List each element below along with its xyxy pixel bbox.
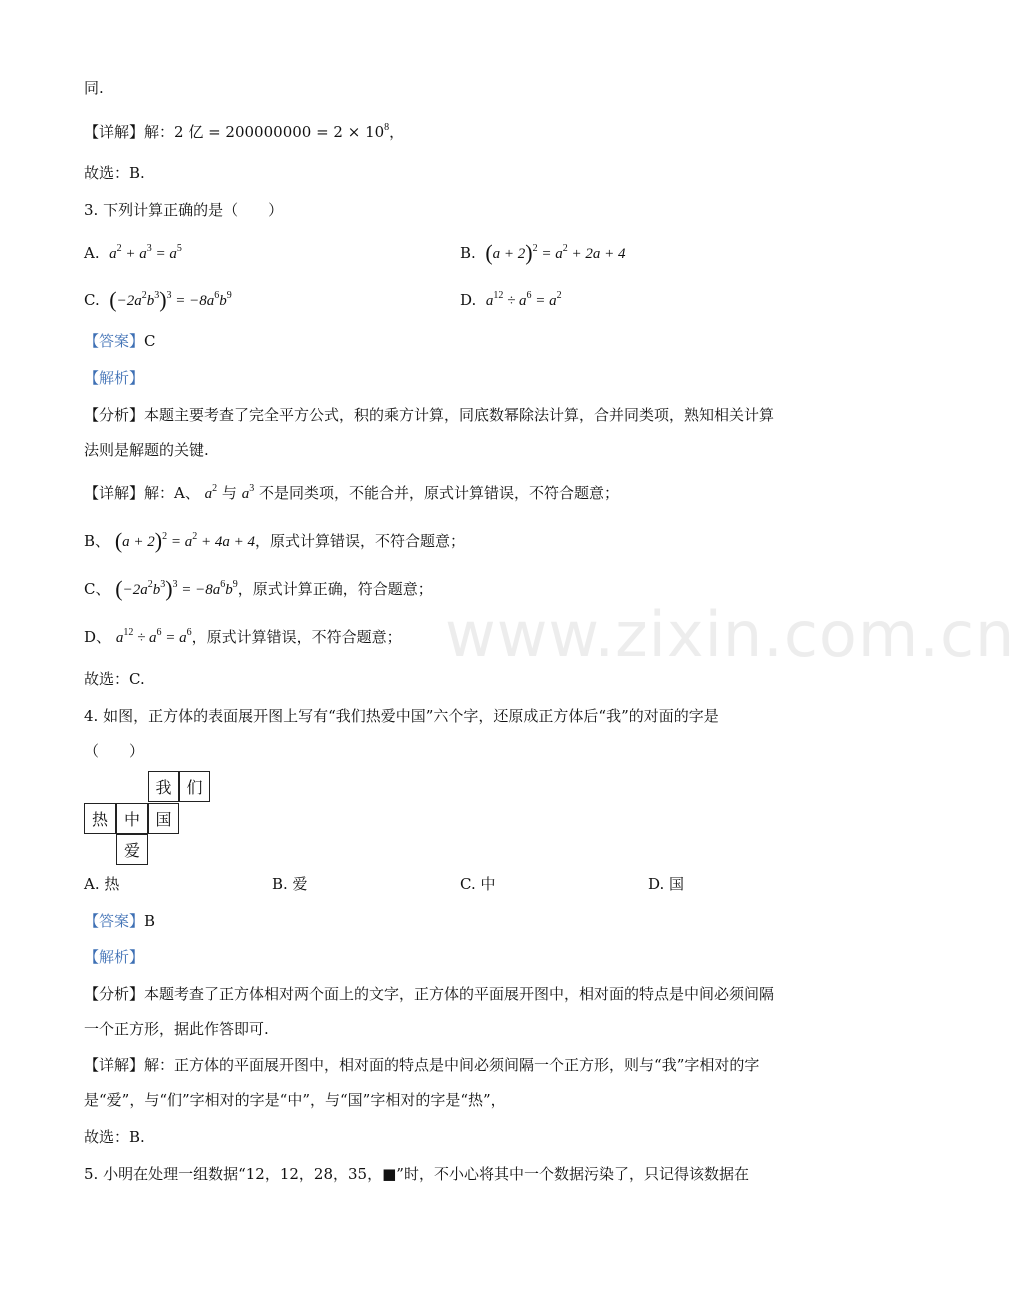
question-3: 3. 下列计算正确的是（ ） <box>84 201 284 219</box>
q4-option-a: A. 热 <box>84 875 120 893</box>
math-expression: $(a + 2)^2 = a^2 + 4a + 4$ <box>114 528 255 553</box>
answer-line <box>84 910 155 932</box>
q4-option-c: C. 中 <box>460 875 496 893</box>
detail-line-c <box>84 578 433 601</box>
q3-option-b <box>460 242 626 265</box>
detail-text: ，原式计算错误，不符合题意； <box>191 628 402 646</box>
q4-option-d: D. 国 <box>648 875 685 893</box>
detail-text: ，原式计算正确，符合题意； <box>237 580 433 598</box>
analysis-line-2: 法则是解题的关键. <box>84 441 209 459</box>
watermark: www.zixin.com.cn <box>445 598 1015 671</box>
math-expression: $a^{12} \div a^6 = a^2$ <box>485 290 562 309</box>
analysis-text: 本题主要考查了完全平方公式，积的乘方计算，同底数幂除法计算，合并同类项，熟知相关计算 <box>144 406 775 424</box>
text-line: 同. <box>84 79 104 97</box>
math-expression: $(-2a^2b^3)^3 = -8a^6b^9$ <box>109 287 232 312</box>
detail-label: B、 <box>84 532 111 550</box>
detail-line-a: 【详解】解：A、 $a^2$ 与 $a^3$ 不是同类项，不能合并，原式计算错误，不符合题意； <box>84 483 619 502</box>
math-expression: $a^3$ <box>241 483 255 502</box>
math-expression: $(a + 2)^2 = a^2 + 2a + 4$ <box>485 240 626 265</box>
choice-line: 故选：C. <box>84 670 145 688</box>
answer-tag: 【答案】 <box>84 912 145 930</box>
detail-line-d <box>84 626 402 649</box>
net-cell-guo: 国 <box>148 803 179 834</box>
analysis-label: 【分析】 <box>84 985 145 1003</box>
answer-tag: 【答案】 <box>84 332 145 350</box>
analysis-line <box>84 404 774 426</box>
detail-line-b <box>84 530 465 553</box>
math-expression: $a^2$ <box>204 483 218 502</box>
analysis-line-2: 一个正方形，据此作答即可. <box>84 1020 269 1038</box>
choice-line: 故选：B. <box>84 1128 145 1146</box>
option-label: C. <box>84 291 100 309</box>
detail-text: 解：正方体的平面展开图中，相对面的特点是中间必须间隔一个正方形，则与“我”字相对的字 <box>144 1056 760 1074</box>
option-label: D. <box>460 291 477 309</box>
detail-text-2: 不是同类项，不能合并，原式计算错误，不符合题意； <box>258 484 619 502</box>
math-expression: $(-2a^2b^3)^3 = -8a^6b^9$ <box>115 576 238 601</box>
detail-text: 解：2 亿 = 200000000 = 2 × 10 <box>144 123 385 141</box>
net-cell-men: 们 <box>179 771 210 802</box>
detail-label: 【详解】 <box>84 484 145 502</box>
net-cell-wo: 我 <box>148 771 179 802</box>
net-cell-zhong: 中 <box>116 803 148 834</box>
detail-line <box>84 1054 759 1076</box>
detail-line <box>84 121 404 143</box>
q3-option-c <box>84 289 232 312</box>
math-expression: $a^2 + a^3 = a^5$ <box>109 243 182 262</box>
net-cell-ai: 爱 <box>116 834 148 865</box>
answer-line <box>84 330 156 352</box>
math-expression: $a^{12} \div a^6 = a^6$ <box>115 627 192 646</box>
detail-text: ，原式计算错误，不符合题意； <box>254 532 465 550</box>
answer-value: C <box>144 332 156 350</box>
comma: ， <box>389 123 405 141</box>
detail-text: 解：A、 <box>144 484 200 502</box>
analysis-label: 【分析】 <box>84 406 145 424</box>
q3-option-a <box>84 242 182 265</box>
detail-tag: 【详解】 <box>84 123 145 141</box>
detail-label: C、 <box>84 580 111 598</box>
detail-label: D、 <box>84 628 112 646</box>
analysis-text: 本题考查了正方体相对两个面上的文字，正方体的平面展开图中，相对面的特点是中间必须间隔 <box>144 985 775 1003</box>
option-label: B. <box>460 244 476 262</box>
question-4: 4. 如图，正方体的表面展开图上写有“我们热爱中国”六个字，还原成正方体后“我”的对面的字是 <box>84 707 719 725</box>
exponent: 8 <box>384 122 390 133</box>
question-4-paren: （ ） <box>84 742 145 760</box>
q3-option-d <box>460 289 562 312</box>
option-label: A. <box>84 244 100 262</box>
analysis-tag: 【解析】 <box>84 369 145 387</box>
q4-option-b: B. 爱 <box>272 875 308 893</box>
detail-label: 【详解】 <box>84 1056 145 1074</box>
analysis-line <box>84 983 774 1005</box>
analysis-tag: 【解析】 <box>84 948 145 966</box>
answer-value: B <box>144 912 156 930</box>
detail-line-2: 是“爱”，与“们”字相对的字是“中”，与“国”字相对的字是“热”， <box>84 1091 506 1109</box>
question-5: 5. 小明在处理一组数据“12，12，28，35，■”时，不小心将其中一个数据污染了，只记得该数据在 <box>84 1165 749 1183</box>
choice-line: 故选：B. <box>84 164 145 182</box>
net-cell-re: 热 <box>84 803 116 834</box>
